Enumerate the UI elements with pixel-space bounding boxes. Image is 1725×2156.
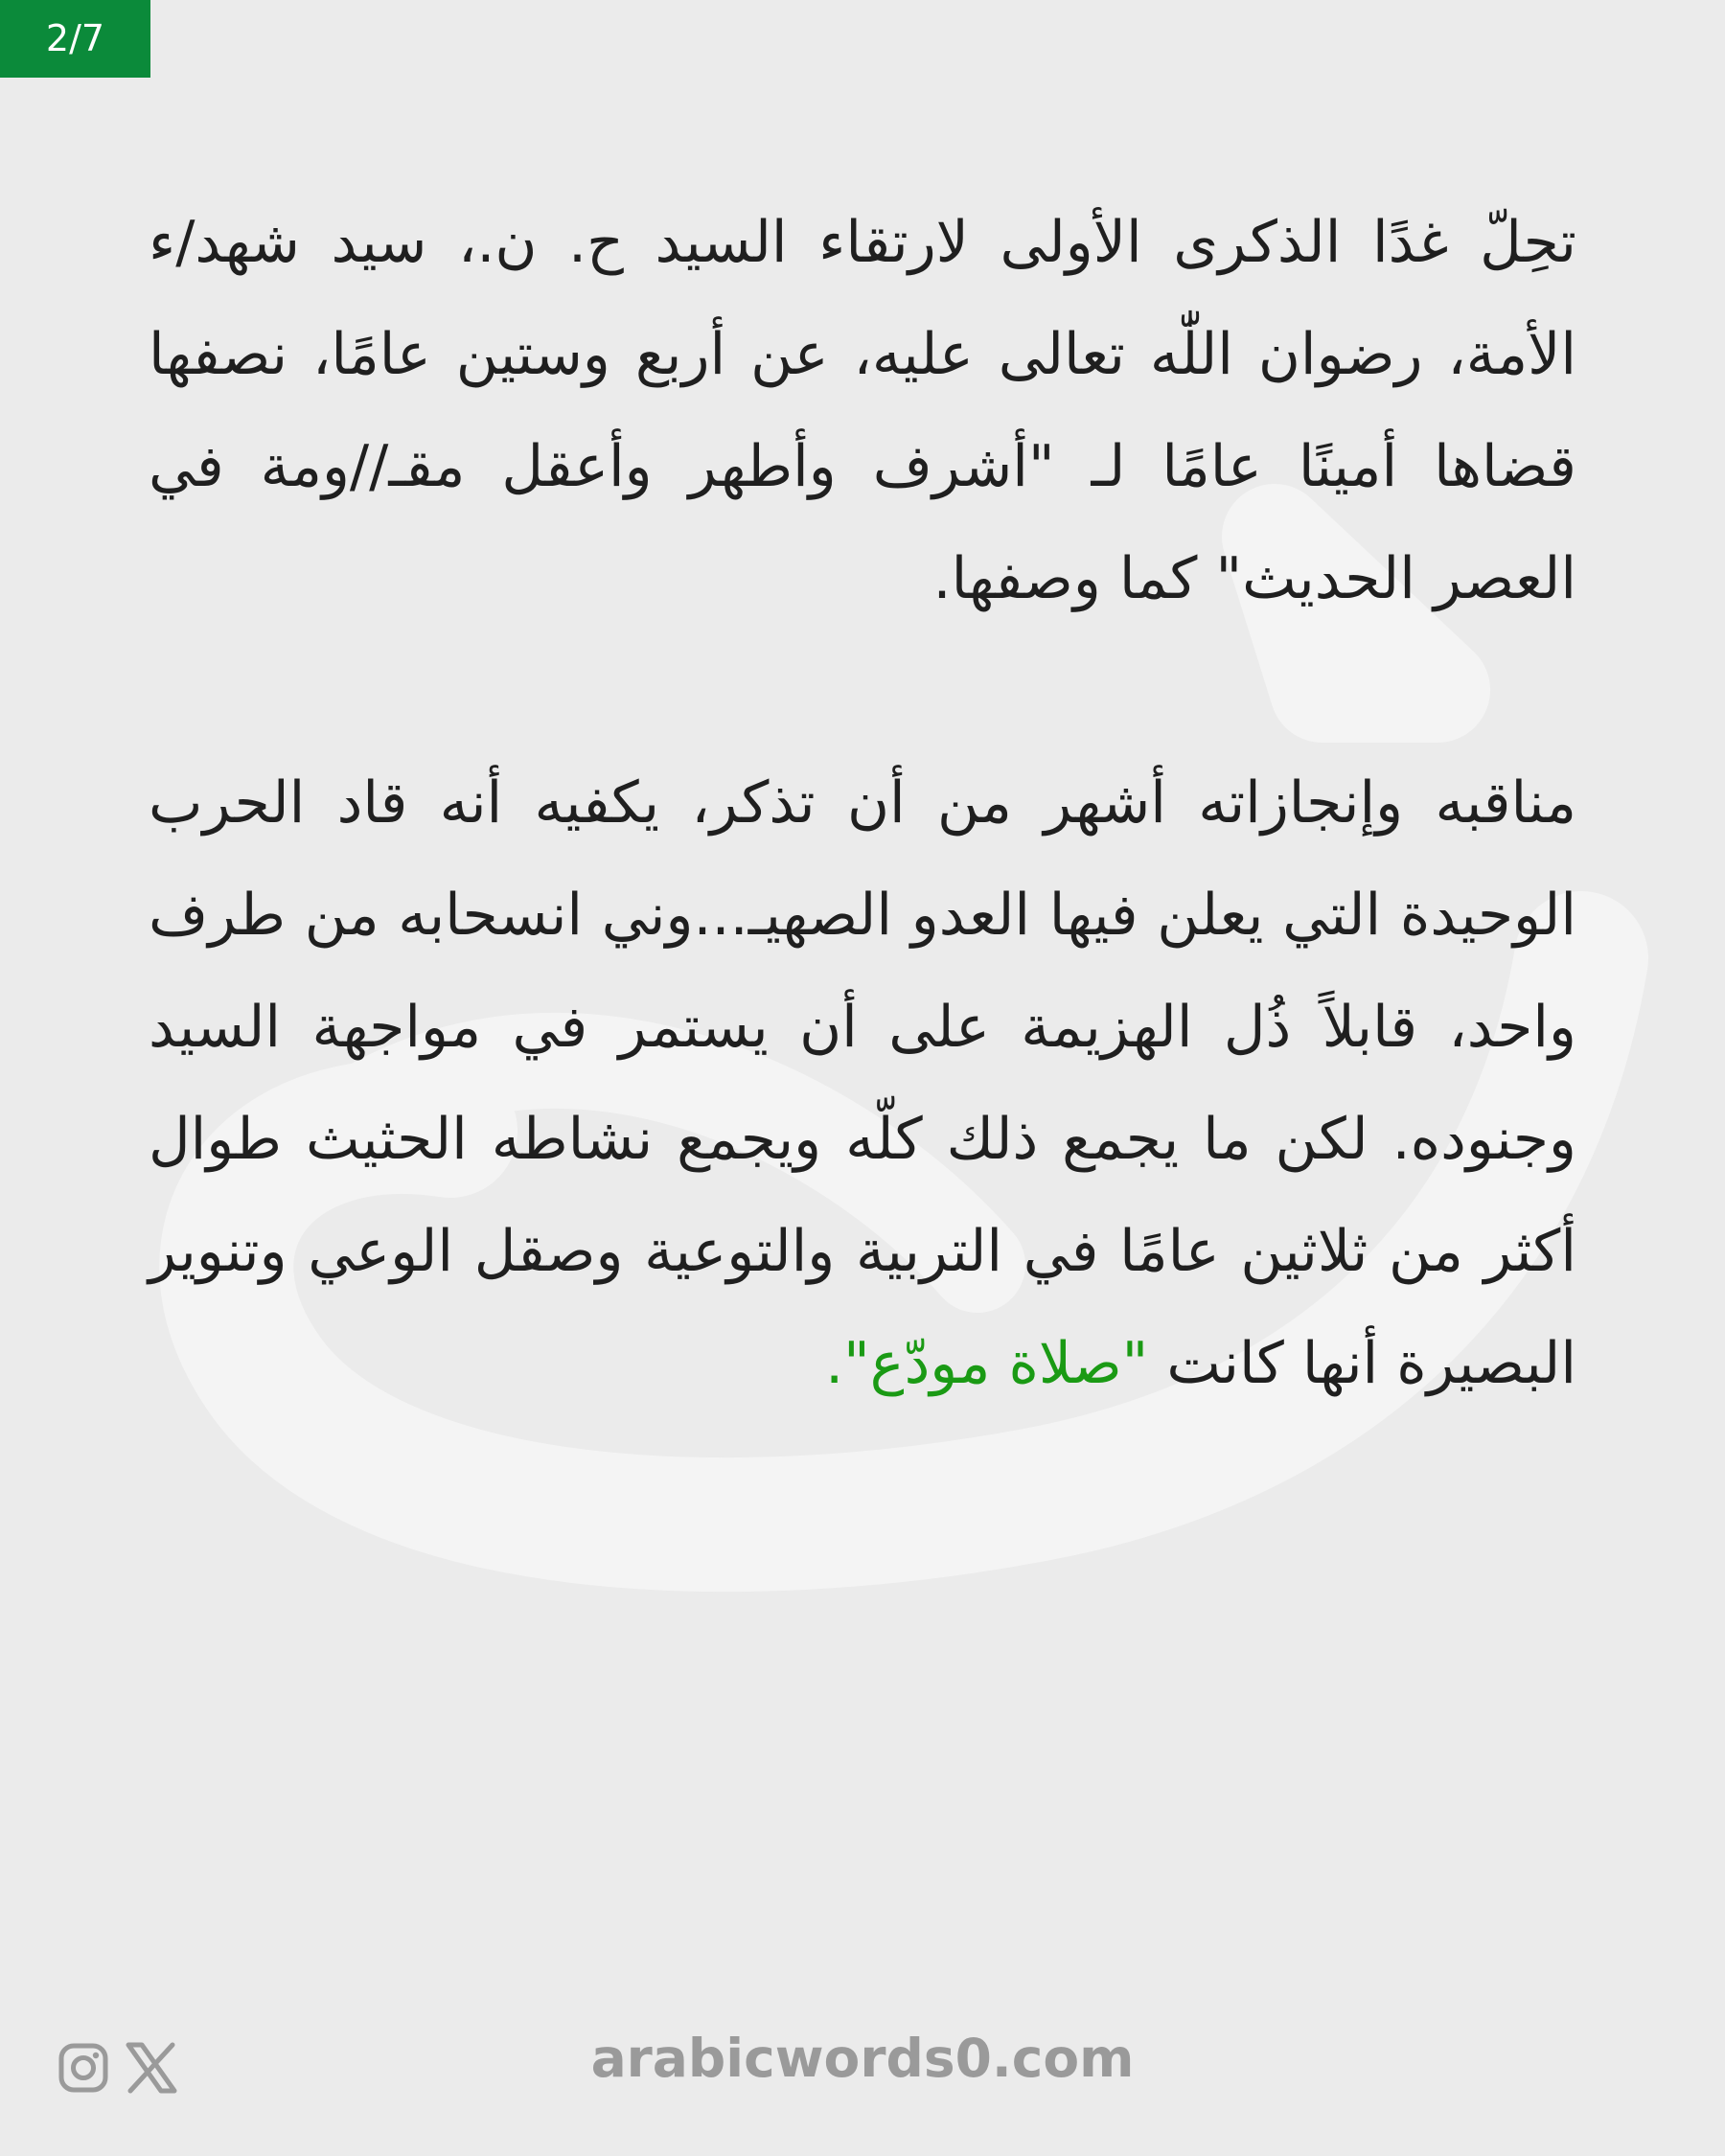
paragraph-text: تحِلّ غدًا الذكرى الأولى لارتقاء السيد ح. ن.، سيد شهد/ء الأمة، رضوان اللّٰه تعالى عليه، عن أربع وستين عامًا، نصفها قضاها أمينًا عامًا لـ "أشرف وأطهر وأعقل مقـ//ومة في العصر الحديث" كما وصفها. bbox=[149, 209, 1576, 612]
paragraph bbox=[149, 187, 1576, 635]
highlighted-quote: "صلاة مودّع" bbox=[843, 1330, 1149, 1397]
article-body bbox=[149, 187, 1576, 1420]
website-url[interactable]: arabicwords0.com bbox=[590, 2028, 1135, 2089]
highlighted-quote-period: . bbox=[825, 1330, 844, 1397]
paragraph bbox=[149, 747, 1576, 1420]
page-indicator: 2/7 bbox=[0, 0, 150, 78]
paragraph-text: مناقبه وإنجازاته أشهر من أن تذكر، يكفيه أنه قاد الحرب الوحيدة التي يعلن فيها العدو الصهيـ...وني انسحابه من طرف واحد، قابلاً ذُل الهزيمة على أن يستمر في مواجهة السيد وجنوده. لكن ما يجمع ذلك كلّه ويجمع نشاطه الحثيث طوال أكثر من ثلاثين عامًا في التربية والتوعية وصقل الوعي وتنوير البصيرة أنها كانت bbox=[149, 769, 1576, 1397]
